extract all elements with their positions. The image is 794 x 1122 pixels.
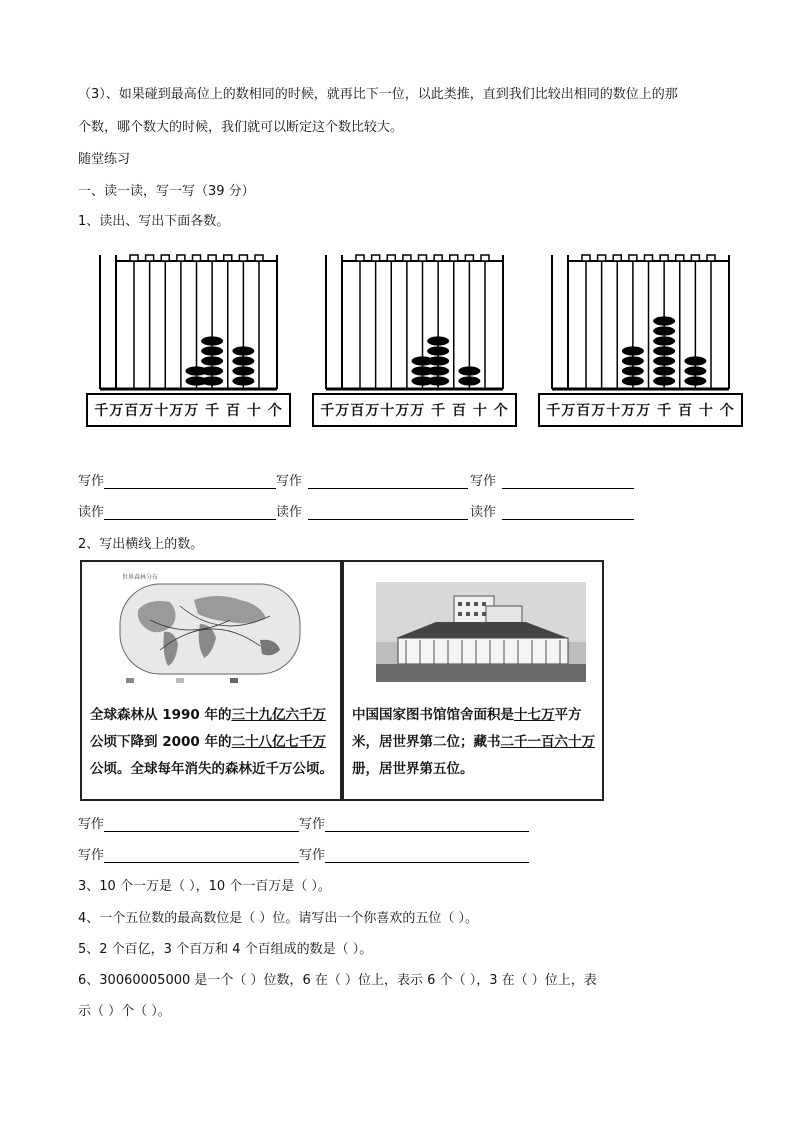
underlined-number: 二十八亿七千万 [231, 734, 326, 750]
bead [427, 336, 449, 345]
bead [684, 356, 706, 365]
read-label: 读作 [276, 505, 303, 520]
forest-caption [90, 702, 336, 783]
read-label: 读作 [470, 505, 497, 520]
rod-cap [208, 255, 216, 261]
library-caption [352, 702, 598, 783]
bead [653, 376, 675, 385]
abacus-frame-3 [538, 243, 743, 393]
place-value-labels: 千万百万十万万 千 百 十 个 [312, 393, 517, 427]
q3: 3、10 个一万是（ ），10 个一百万是（ ）。 [78, 879, 331, 894]
bead [427, 346, 449, 355]
abacus-frame-2 [312, 243, 517, 393]
rod-cap [387, 255, 395, 261]
abacus-3 [538, 243, 743, 428]
q4: 4、一个五位数的最高数位是（ ）位。请写出一个你喜欢的五位（ ）。 [78, 911, 479, 926]
q1-write-row [78, 470, 634, 489]
rod-cap [707, 255, 715, 261]
write-label: 写作 [78, 848, 105, 863]
bead [427, 356, 449, 365]
write-label: 写作 [299, 848, 326, 863]
answer-line[interactable] [308, 474, 468, 489]
rod-cap [481, 255, 489, 261]
bead [201, 366, 223, 375]
answer-line[interactable] [104, 817, 299, 832]
underlined-number: 三十九亿六千万 [231, 707, 326, 723]
rod-cap [356, 255, 364, 261]
library-panel [342, 560, 604, 801]
rod-cap [224, 255, 232, 261]
caption-text: 册，居世界第五位。 [352, 761, 474, 777]
rod-cap [691, 255, 699, 261]
bead [653, 346, 675, 355]
q6-line-1: 6、30060005000 是一个（ ）位数，6 在（ ）位上，表示 6 个（ ），3 在（ ）位上，表 [78, 973, 597, 988]
rod-cap [193, 255, 201, 261]
rod-cap [403, 255, 411, 261]
write-label: 写作 [78, 817, 105, 832]
world-map-image [90, 570, 328, 690]
rod-cap [645, 255, 653, 261]
rod-cap [450, 255, 458, 261]
bead [201, 336, 223, 345]
answer-line[interactable] [502, 474, 634, 489]
place-value-labels: 千万百万十万万 千 百 十 个 [538, 393, 743, 427]
write-label: 写作 [276, 474, 303, 489]
bead [653, 336, 675, 345]
rod-cap [434, 255, 442, 261]
bead [232, 346, 254, 355]
q1-title: 1、读出、写出下面各数。 [78, 214, 230, 229]
bead [622, 376, 644, 385]
caption-text: 中国国家图书馆馆舍面积是 [352, 707, 514, 723]
map-title: 世界森林分布 [122, 574, 159, 581]
bead [684, 376, 706, 385]
abacus-1 [86, 243, 291, 428]
rod-cap [161, 255, 169, 261]
caption-text: 公顷。全球每年消失的森林近千万公顷。 [90, 761, 333, 777]
answer-line[interactable] [308, 505, 468, 520]
bead [458, 366, 480, 375]
rod-cap [239, 255, 247, 261]
part1-title: 一、读一读，写一写（39 分） [78, 184, 255, 199]
rod-cap [629, 255, 637, 261]
bead [201, 346, 223, 355]
q2-write-row-2 [78, 844, 529, 863]
bead [427, 366, 449, 375]
rod-cap [130, 255, 138, 261]
section-title: 随堂练习 [78, 152, 131, 167]
bead [232, 376, 254, 385]
intro-line-1: （3）、如果碰到最高位上的数相同的时候，就再比下一位，以此类推，直到我们比较出相同的数位上的那 [78, 87, 678, 102]
caption-text: 公顷下降到 2000 年的 [90, 734, 232, 750]
write-label: 写作 [299, 817, 326, 832]
library-photo [376, 582, 586, 682]
answer-line[interactable] [104, 474, 276, 489]
q5: 5、2 个百亿，3 个百万和 4 个百组成的数是（ ）。 [78, 942, 373, 957]
abacus-frame-1 [86, 243, 291, 393]
rod-cap [465, 255, 473, 261]
bead [622, 366, 644, 375]
rod-cap [613, 255, 621, 261]
rod-cap [660, 255, 668, 261]
intro-line-2: 个数，哪个数大的时候，我们就可以断定这个数比较大。 [78, 120, 404, 135]
rod-cap [582, 255, 590, 261]
bead [427, 376, 449, 385]
q2-write-row-1 [78, 813, 529, 832]
bead [622, 356, 644, 365]
rod-cap [372, 255, 380, 261]
bead [458, 376, 480, 385]
bead [653, 316, 675, 325]
bead [653, 326, 675, 335]
caption-text: 平方米，居世界第二位；藏书 [352, 707, 582, 750]
place-value-labels: 千万百万十万万 千 百 十 个 [86, 393, 291, 427]
q2-title: 2、写出横线上的数。 [78, 537, 204, 552]
write-label: 写作 [470, 474, 497, 489]
answer-line[interactable] [104, 505, 276, 520]
answer-line[interactable] [502, 505, 634, 520]
rod-cap [598, 255, 606, 261]
abacus-2 [312, 243, 517, 428]
underlined-number: 二千一百六十万 [500, 734, 595, 750]
bead [232, 356, 254, 365]
answer-line[interactable] [325, 848, 529, 863]
bead [622, 346, 644, 355]
rod-cap [676, 255, 684, 261]
rod-cap [177, 255, 185, 261]
write-label: 写作 [78, 474, 105, 489]
bead [201, 356, 223, 365]
bead [653, 366, 675, 375]
forest-panel [80, 560, 342, 801]
bead [684, 366, 706, 375]
bead [201, 376, 223, 385]
answer-line[interactable] [104, 848, 299, 863]
underlined-number: 十七万 [514, 707, 555, 723]
rod-cap [419, 255, 427, 261]
q6-line-2: 示（ ）个（ ）。 [78, 1004, 171, 1019]
bead [232, 366, 254, 375]
answer-line[interactable] [325, 817, 529, 832]
q1-read-row [78, 501, 634, 520]
read-label: 读作 [78, 505, 105, 520]
caption-text: 全球森林从 1990 年的 [90, 707, 232, 723]
rod-cap [255, 255, 263, 261]
rod-cap [146, 255, 154, 261]
bead [653, 356, 675, 365]
